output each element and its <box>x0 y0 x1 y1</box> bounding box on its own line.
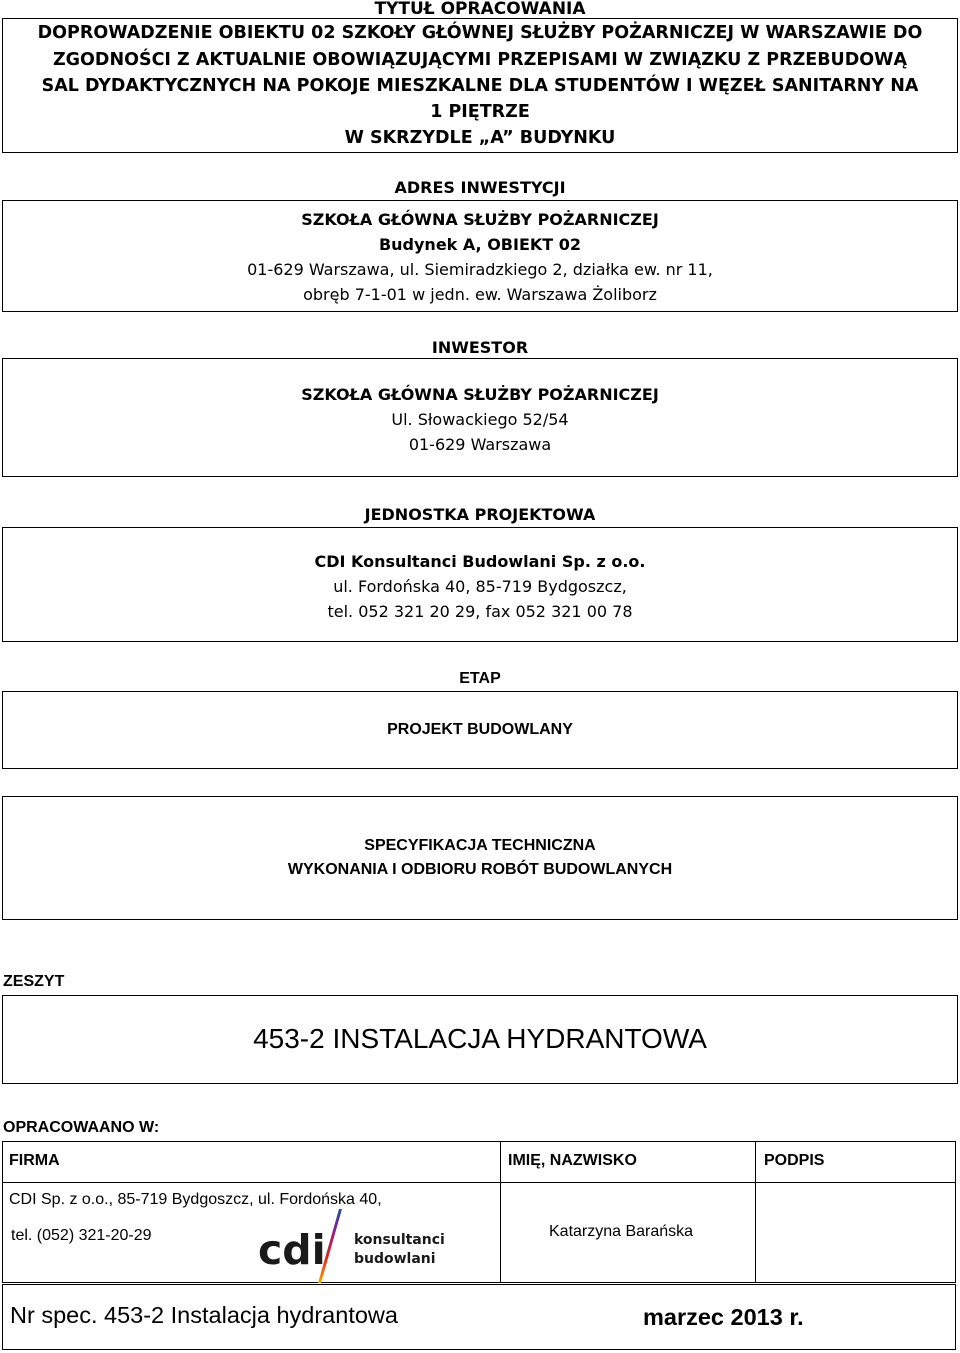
stage-value: PROJEKT BUDOWLANY <box>387 721 573 738</box>
prepared-heading: OPRACOWAANO W: <box>3 1119 160 1136</box>
address-box <box>2 200 958 312</box>
design-unit-box <box>2 527 958 642</box>
investor-line: 01-629 Warszawa <box>408 435 552 454</box>
address-line: obręb 7-1-01 w jedn. ew. Warszawa Żoliborz <box>303 285 657 304</box>
address-line: SZKOŁA GŁÓWNA SŁUŻBY POŻARNICZEJ <box>301 210 659 229</box>
title-heading: TYTUŁ OPRACOWANIA <box>374 0 586 19</box>
specification-line: WYKONANIA I ODBIORU ROBÓT BUDOWLANYCH <box>287 861 673 878</box>
logo-word: budowlani <box>354 1251 436 1267</box>
column-header-signature: PODPIS <box>764 1152 825 1169</box>
column-header-name: IMIĘ, NAZWISKO <box>508 1152 637 1169</box>
design-unit-heading: JEDNOSTKA PROJEKTOWA <box>364 505 596 524</box>
title-line: SAL DYDAKTYCZNYCH NA POKOJE MIESZKALNE DLA STUDENTÓW I WĘZEŁ SANITARNY NA <box>41 76 919 96</box>
title-box <box>2 18 958 153</box>
column-header-firma: FIRMA <box>9 1152 60 1169</box>
investor-line: Ul. Słowackiego 52/54 <box>391 410 569 429</box>
investor-heading: INWESTOR <box>431 338 529 357</box>
design-unit-line: CDI Konsultanci Budowlani Sp. z o.o. <box>314 552 646 571</box>
volume-value: 453-2 INSTALACJA HYDRANTOWA <box>253 1023 707 1054</box>
logo-mark: cdi <box>258 1226 326 1274</box>
volume-heading: ZESZYT <box>3 973 65 990</box>
company-phone: tel. (052) 321-20-29 <box>11 1227 152 1244</box>
specification-line: SPECYFIKACJA TECHNICZNA <box>364 837 596 854</box>
spec-number: Nr spec. 453-2 Instalacja hydrantowa <box>10 1302 398 1328</box>
title-line: W SKRZYDLE „A” BUDYNKU <box>344 128 616 148</box>
specification-box <box>2 796 958 920</box>
design-unit-line: ul. Fordońska 40, 85-719 Bydgoszcz, <box>333 577 627 596</box>
address-line: 01-629 Warszawa, ul. Siemiradzkiego 2, działka ew. nr 11, <box>247 260 713 279</box>
stage-heading: ETAP <box>459 670 501 687</box>
volume-box <box>2 995 958 1084</box>
design-unit-line: tel. 052 321 20 29, fax 052 321 00 78 <box>327 602 633 621</box>
logo-word: konsultanci <box>354 1232 445 1248</box>
company-address: CDI Sp. z o.o., 85-719 Bydgoszcz, ul. Fordońska 40, <box>9 1191 382 1208</box>
title-line: DOPROWADZENIE OBIEKTU 02 SZKOŁY GŁÓWNEJ SŁUŻBY POŻARNICZEJ W WARSZAWIE DO <box>37 23 923 43</box>
footer-box <box>2 1284 956 1350</box>
company-logo <box>254 1207 454 1283</box>
investor-box <box>2 358 958 477</box>
address-heading: ADRES INWESTYCJI <box>394 178 566 197</box>
document-date: marzec 2013 r. <box>643 1304 804 1330</box>
cdi-logo-icon <box>254 1207 454 1283</box>
title-line: 1 PIĘTRZE <box>430 102 530 122</box>
person-name: Katarzyna Barańska <box>549 1223 694 1240</box>
stage-box <box>2 691 958 769</box>
address-line: Budynek A, OBIEKT 02 <box>378 235 582 254</box>
title-line: ZGODNOŚCI Z AKTUALNIE OBOWIĄZUJĄCYMI PRZEPISAMI W ZWIĄZKU Z PRZEBUDOWĄ <box>52 50 908 70</box>
investor-line: SZKOŁA GŁÓWNA SŁUŻBY POŻARNICZEJ <box>301 385 659 404</box>
prepared-table <box>2 1141 956 1283</box>
